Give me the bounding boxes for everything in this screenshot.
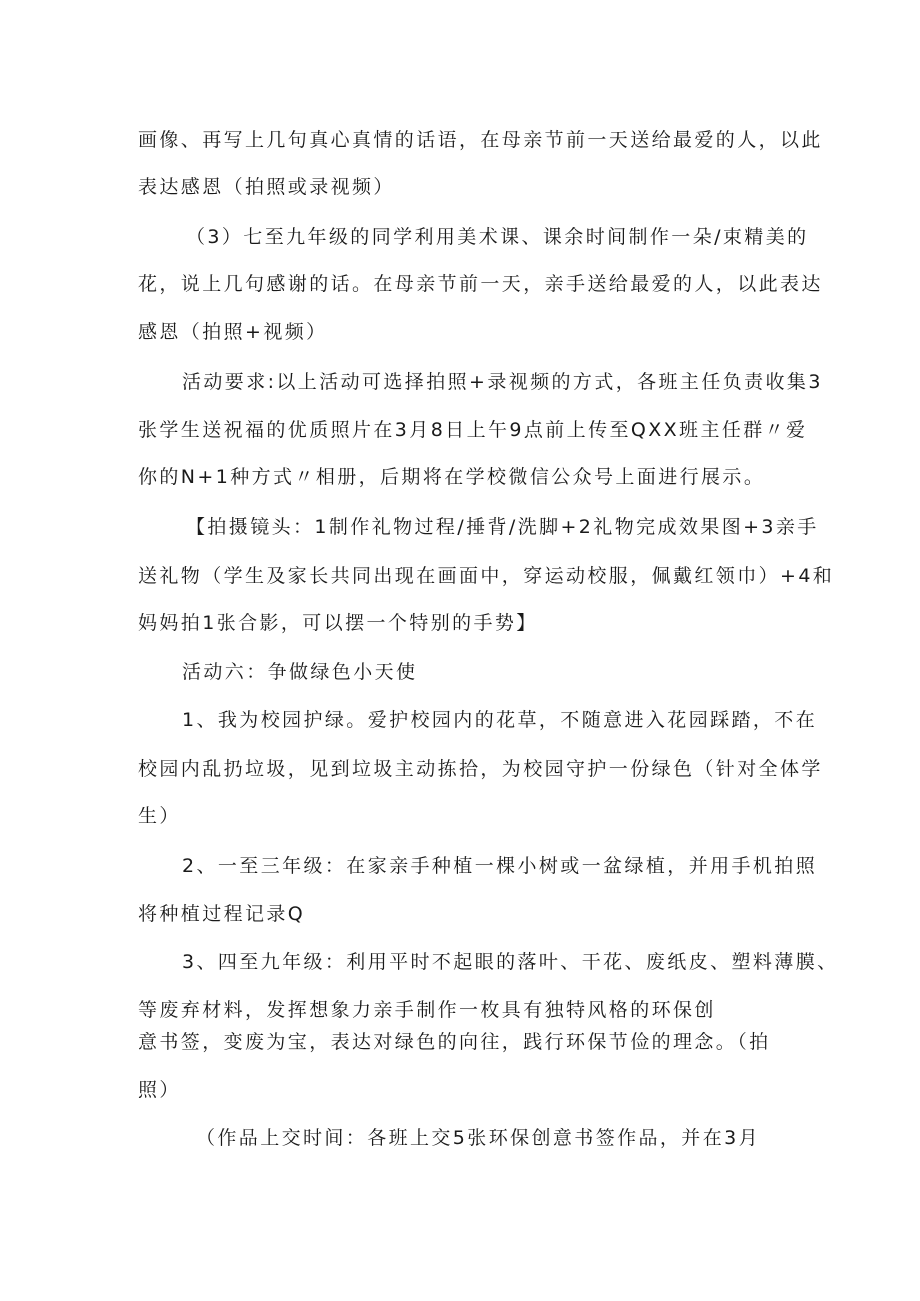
text-line: 2、一至三年级：在家亲手种植一棵小树或一盆绿植，并用手机拍照 xyxy=(182,855,818,877)
text-line: 活动要求:以上活动可选择拍照+录视频的方式，各班主任负责收集3 xyxy=(182,371,823,393)
text-line: 意书签，变废为宝，表达对绿色的向往，践行环保节俭的理念。（拍 xyxy=(138,1031,771,1053)
text-line: 将种植过程记录Q xyxy=(138,903,306,925)
text-line: 表达感恩（拍照或录视频） xyxy=(138,176,395,198)
text-line: 等废弃材料，发挥想象力亲手制作一枚具有独特风格的环保创 xyxy=(138,999,716,1021)
text-line: 【拍摄镜头：1制作礼物过程/捶背/洗脚+2礼物完成效果图+3亲手 xyxy=(186,516,819,538)
section-heading: 活动六：争做绿色小天使 xyxy=(182,661,418,683)
text-line: 校园内乱扔垃圾，见到垃圾主动拣拾，为校园守护一份绿色（针对全体学 xyxy=(138,758,823,780)
text-line: 画像、再写上几句真心真情的话语，在母亲节前一天送给最爱的人，以此 xyxy=(138,129,823,151)
text-line: 感恩（拍照+视频） xyxy=(138,321,328,343)
text-line: 生） xyxy=(138,805,181,827)
text-line: 送礼物（学生及家长共同出现在画面中，穿运动校服，佩戴红领巾）+4和 xyxy=(138,565,835,587)
text-line: （作品上交时间：各班上交5张环保创意书签作品，并在3月 xyxy=(196,1127,760,1149)
text-line: 1、我为校园护绿。爱护校园内的花草，不随意进入花园踩踏，不在 xyxy=(182,709,818,731)
text-line: 花，说上几句感谢的话。在母亲节前一天，亲手送给最爱的人，以此表达 xyxy=(138,273,823,295)
text-line: （3）七至九年级的同学利用美术课、课余时间制作一朵/束精美的 xyxy=(186,226,809,248)
text-line: 张学生送祝福的优质照片在3月8日上午9点前上传至QXX班主任群〃爱 xyxy=(138,419,808,441)
text-line: 你的N+1种方式〃相册，后期将在学校微信公众号上面进行展示。 xyxy=(138,466,766,488)
text-line: 3、四至九年级：利用平时不起眼的落叶、干花、废纸皮、塑料薄膜、 xyxy=(182,951,839,973)
text-line: 妈妈拍1张合影，可以摆一个特别的手势】 xyxy=(138,612,538,634)
text-line: 照） xyxy=(138,1079,181,1101)
